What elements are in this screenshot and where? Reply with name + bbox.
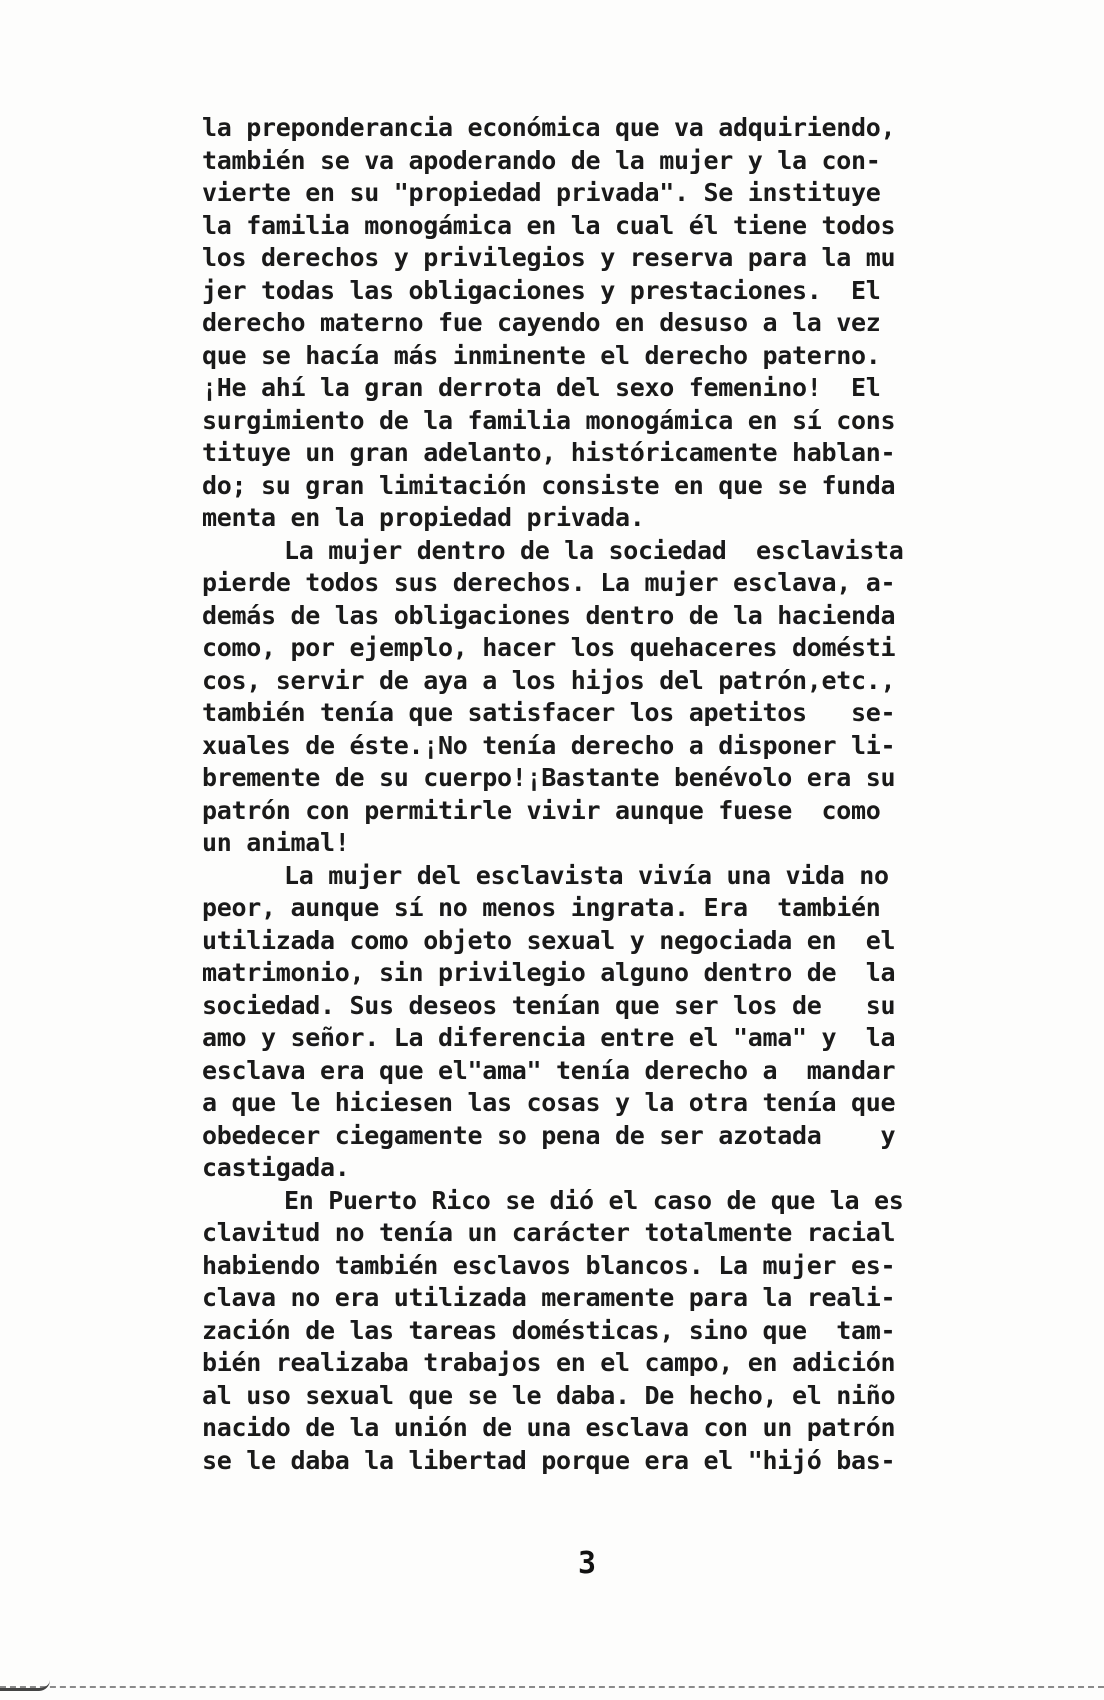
- text-line: la familia monogámica en la cual él tiene todos: [202, 210, 896, 240]
- text-line: un animal!: [202, 828, 350, 857]
- scan-corner-mark: [0, 1680, 50, 1691]
- page-number: 3: [578, 1546, 597, 1581]
- text-line: también se va apoderando de la mujer y la con-: [202, 145, 881, 175]
- text-line: patrón con permitirle vivir aunque fuese como: [202, 795, 881, 825]
- text-line: bremente de su cuerpo!¡Bastante benévolo era su: [202, 763, 896, 792]
- text-line: demás de las obligaciones dentro de la hacienda: [202, 600, 896, 630]
- text-line: al uso sexual que se le daba. De hecho, el niño: [202, 1380, 896, 1410]
- text-line: vierte en su "propiedad privada". Se instituye: [202, 178, 881, 207]
- text-line: clava no era utilizada meramente para la reali-: [202, 1283, 896, 1312]
- text-line: utilizada como objeto sexual y negociada en el: [202, 925, 896, 955]
- text-line: zación de las tareas domésticas, sino que tam-: [202, 1315, 896, 1345]
- text-line: habiendo también esclavos blancos. La mujer es-: [202, 1250, 896, 1280]
- text-line: matrimonio, sin privilegio alguno dentro de la: [202, 958, 896, 987]
- text-line: obedecer ciegamente so pena de ser azotada y: [202, 1120, 896, 1150]
- text-line: cos, servir de aya a los hijos del patrón,etc.,: [202, 665, 896, 695]
- scan-edge-divider: [0, 1686, 1104, 1688]
- text-line: la preponderancia económica que va adquiriendo,: [202, 113, 896, 142]
- text-line: surgimiento de la familia monogámica en sí cons: [202, 405, 896, 435]
- text-line: a que le hiciesen las cosas y la otra tenía que: [202, 1088, 896, 1117]
- text-line: que se hacía más inminente el derecho paterno.: [202, 340, 881, 370]
- text-line: pierde todos sus derechos. La mujer esclava, a-: [202, 568, 896, 597]
- text-line: los derechos y privilegios y reserva para la mu: [202, 243, 896, 272]
- paragraph-start-line: La mujer dentro de la sociedad esclavista: [284, 535, 904, 565]
- paragraph-start-line: La mujer del esclavista vivía una vida no: [284, 860, 889, 890]
- text-line: xuales de éste.¡No tenía derecho a disponer li-: [202, 730, 896, 760]
- text-line: sociedad. Sus deseos tenían que ser los de su: [202, 990, 896, 1020]
- text-line: nacido de la unión de una esclava con un patrón: [202, 1413, 896, 1442]
- text-line: clavitud no tenía un carácter totalmente racial: [202, 1218, 896, 1247]
- text-line: jer todas las obligaciones y prestaciones. El: [202, 275, 881, 305]
- body-text: [202, 112, 982, 1477]
- text-line: peor, aunque sí no menos ingrata. Era también: [202, 893, 881, 922]
- text-line: también tenía que satisfacer los apetitos se-: [202, 698, 896, 727]
- text-line: tituye un gran adelanto, históricamente hablan-: [202, 438, 896, 467]
- text-line: do; su gran limitación consiste en que se funda: [202, 470, 896, 500]
- paragraph-start-line: En Puerto Rico se dió el caso de que la es: [284, 1185, 904, 1215]
- text-line: amo y señor. La diferencia entre el "ama" y la: [202, 1023, 896, 1052]
- text-line: como, por ejemplo, hacer los quehaceres domésti: [202, 633, 896, 662]
- text-line: se le daba la libertad porque era el "hijó bas-: [202, 1445, 896, 1475]
- text-line: bién realizaba trabajos en el campo, en adición: [202, 1348, 896, 1377]
- text-line: ¡He ahí la gran derrota del sexo femenino! El: [202, 373, 881, 402]
- text-line: menta en la propiedad privada.: [202, 503, 645, 532]
- text-line: esclava era que el"ama" tenía derecho a mandar: [202, 1055, 896, 1085]
- text-line: derecho materno fue cayendo en desuso a la vez: [202, 308, 881, 337]
- text-line: castigada.: [202, 1153, 350, 1182]
